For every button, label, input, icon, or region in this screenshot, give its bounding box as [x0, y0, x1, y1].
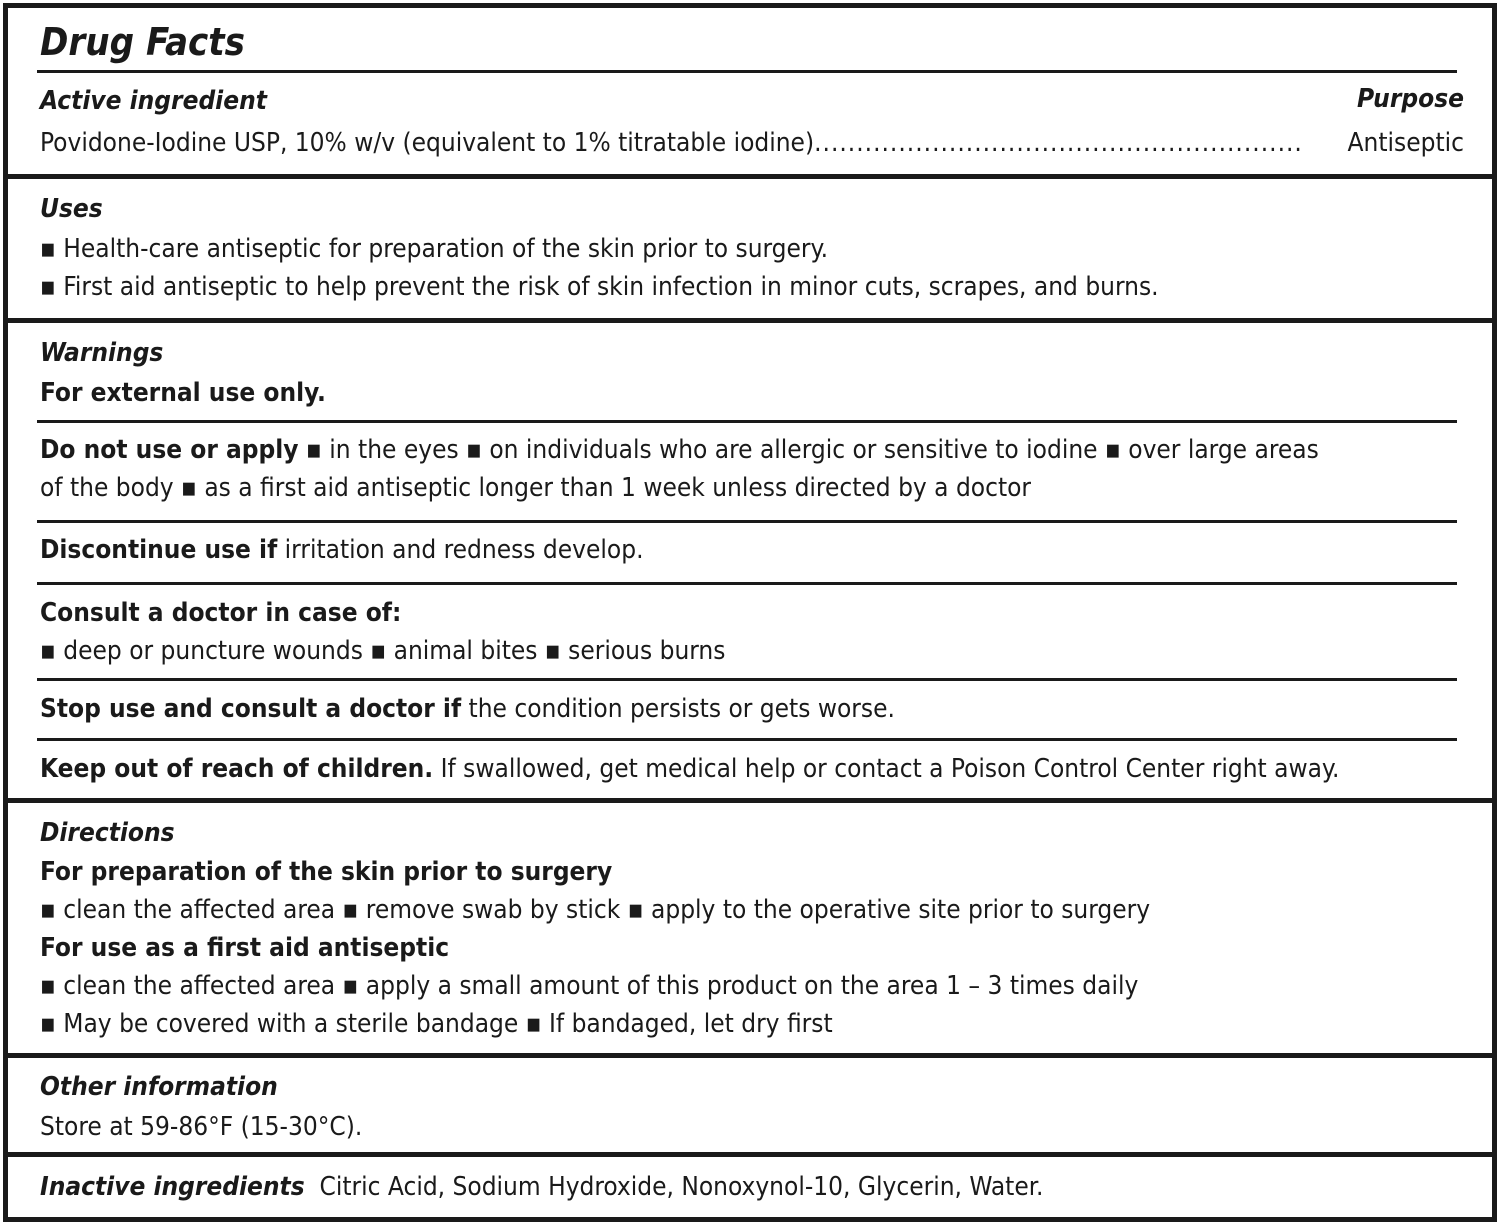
warnings-divider	[37, 520, 1457, 523]
section-divider-uses	[8, 318, 1492, 323]
active-ingredient-line	[40, 126, 1303, 160]
discontinue-line	[40, 533, 644, 567]
section-divider-active	[8, 174, 1492, 179]
first-aid-items: ▪ clean the affected area ▪ apply a small amount of this product on the area 1 – 3 times daily	[40, 971, 1139, 1001]
active-ingredient-text: Povidone-Iodine USP, 10% w/v (equivalent to 1% titratable iodine)	[40, 128, 815, 158]
warnings-divider	[37, 738, 1457, 741]
uses-item: ▪ Health-care antiseptic for preparation of the skin prior to surgery.	[40, 234, 829, 264]
do-not-use-line	[40, 433, 1319, 467]
directions-heading: Directions	[40, 818, 175, 848]
section-divider-other	[8, 1152, 1492, 1157]
leader-dots: ..........................................................	[814, 128, 1303, 158]
drug-facts-panel	[3, 3, 1497, 1222]
inactive-heading: Inactive ingredients	[40, 1172, 305, 1202]
prep-items: ▪ clean the affected area ▪ remove swab by stick ▪ apply to the operative site prior to surgery	[40, 895, 1151, 925]
consult-items: ▪ deep or puncture wounds ▪ animal bites ▪ serious burns	[40, 636, 726, 666]
other-info-heading: Other information	[40, 1072, 278, 1102]
prep-heading: For preparation of the skin prior to surgery	[40, 857, 613, 887]
title-divider	[37, 70, 1457, 73]
uses-item: ▪ First aid antiseptic to help prevent the risk of skin infection in minor cuts, scrapes, and burns.	[40, 272, 1159, 302]
inactive-text: Citric Acid, Sodium Hydroxide, Nonoxynol-10, Glycerin, Water.	[304, 1172, 1044, 1202]
external-use-text: For external use only.	[40, 378, 326, 408]
purpose-heading: Purpose	[1356, 84, 1464, 114]
stop-use-line	[40, 692, 895, 726]
warnings-divider	[37, 582, 1457, 585]
discontinue-text: irritation and redness develop.	[277, 535, 644, 565]
inactive-line	[40, 1170, 1043, 1204]
do-not-use-line-2: of the body ▪ as a first aid antiseptic longer than 1 week unless directed by a doctor	[40, 473, 1032, 503]
keep-out-line	[40, 752, 1339, 786]
active-ingredient-heading: Active ingredient	[40, 86, 267, 116]
stop-use-lead: Stop use and consult a doctor if	[40, 694, 462, 724]
do-not-use-lead: Do not use or apply	[40, 435, 299, 465]
section-divider-directions	[8, 1053, 1492, 1058]
keep-out-text: If swallowed, get medical help or contact a Poison Control Center right away.	[433, 754, 1340, 784]
stop-use-text: the condition persists or gets worse.	[461, 694, 895, 724]
uses-heading: Uses	[40, 194, 103, 224]
discontinue-lead: Discontinue use if	[40, 535, 278, 565]
first-aid-items-2: ▪ May be covered with a sterile bandage ▪ If bandaged, let dry first	[40, 1009, 833, 1039]
consult-heading: Consult a doctor in case of:	[40, 598, 402, 628]
purpose-text: Antiseptic	[1347, 128, 1464, 158]
do-not-use-items: ▪ in the eyes ▪ on individuals who are allergic or sensitive to iodine ▪ over large areas	[298, 435, 1319, 465]
drug-facts-title: Drug Facts	[40, 20, 245, 64]
warnings-divider	[37, 420, 1457, 423]
section-divider-warnings	[8, 798, 1492, 803]
keep-out-lead: Keep out of reach of children.	[40, 754, 434, 784]
warnings-divider	[37, 678, 1457, 681]
storage-text: Store at 59-86°F (15-30°C).	[40, 1112, 363, 1142]
warnings-heading: Warnings	[40, 338, 164, 368]
first-aid-heading: For use as a first aid antiseptic	[40, 933, 450, 963]
